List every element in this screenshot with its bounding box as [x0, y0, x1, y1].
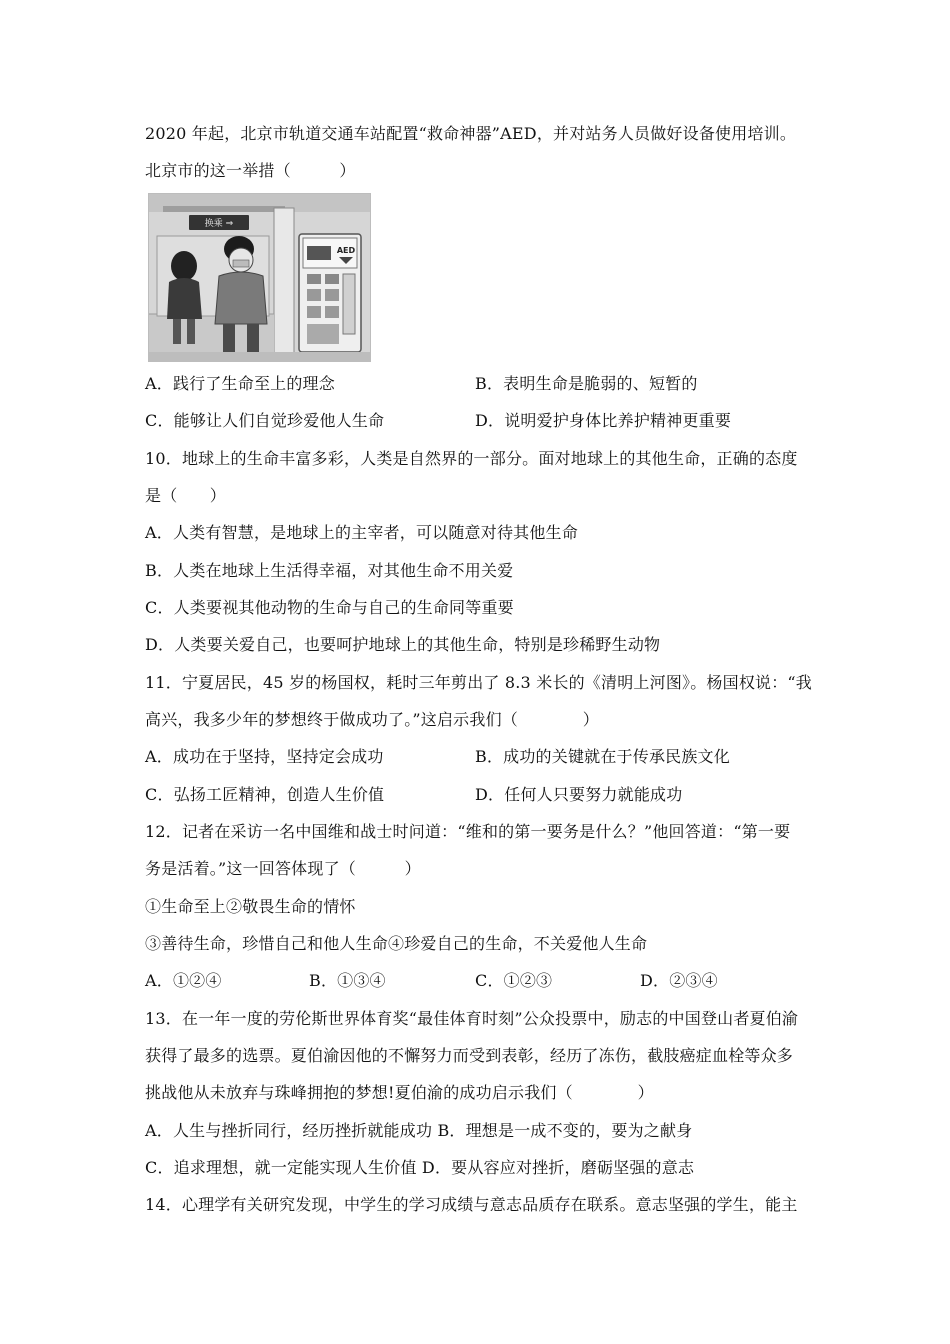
q9-option-c: C．能够让人们自觉珍爱他人生命	[145, 411, 385, 430]
q10-option-c: C．人类要视其他动物的生命与自己的生命同等重要	[145, 598, 514, 617]
q14-stem-line-1: 14．心理学有关研究发现，中学生的学习成绩与意志品质存在联系。意志坚强的学生，能主	[145, 1195, 798, 1214]
q11-stem-line-2: 高兴，我多少年的梦想终于做成功了。”这启示我们（ ）	[145, 710, 599, 729]
q10-option-a: A．人类有智慧，是地球上的主宰者，可以随意对待其他生命	[145, 523, 578, 542]
q13-stem-line-3: 挑战他从未放弃与珠峰拥抱的梦想!夏伯渝的成功启示我们（ ）	[145, 1083, 654, 1102]
q10-stem-line-2: 是（ ）	[145, 486, 227, 505]
q11-option-b: B．成功的关键就在于传承民族文化	[475, 747, 730, 766]
q12-items-line-1: ①生命至上②敬畏生命的情怀	[145, 897, 356, 916]
q10-stem-line-1: 10．地球上的生命丰富多彩，人类是自然界的一部分。面对地球上的其他生命，正确的态度	[145, 449, 798, 468]
q12-option-b: B．①③④	[309, 971, 386, 990]
q12-option-c: C．①②③	[475, 971, 553, 990]
q10-option-d: D．人类要关爱自己，也要呵护地球上的其他生命，特别是珍稀野生动物	[145, 635, 661, 654]
q9-stem-line-1: 2020 年起，北京市轨道交通车站配置“救命神器”AED，并对站务人员做好设备使用培训。	[145, 124, 797, 143]
q12-stem-line-1: 12．记者在采访一名中国维和战士时问道：“维和的第一要务是什么？”他回答道：“第一要	[145, 822, 791, 841]
q9-stem-line-2: 北京市的这一举措（ ）	[145, 161, 356, 180]
aed-label: AED	[336, 246, 356, 255]
q13-options-line-2: C．追求理想，就一定能实现人生价值 D．要从容应对挫折，磨砺坚强的意志	[145, 1158, 695, 1177]
q9-option-d: D．说明爱护身体比养护精神更重要	[475, 411, 732, 430]
q9-option-b: B．表明生命是脆弱的、短暂的	[475, 374, 698, 393]
transfer-sign-text: 换乘 ⇒	[204, 219, 234, 229]
q13-options-line-1: A．人生与挫折同行，经历挫折就能成功 B．理想是一成不变的，要为之献身	[145, 1121, 693, 1140]
q10-option-b: B．人类在地球上生活得幸福，对其他生命不用关爱	[145, 561, 514, 580]
q12-items-line-2: ③善待生命，珍惜自己和他人生命④珍爱自己的生命，不关爱他人生命	[145, 934, 648, 953]
q13-stem-line-2: 获得了最多的选票。夏伯渝因他的不懈努力而受到表彰，经历了冻伤，截肢癌症血栓等众多	[145, 1046, 794, 1065]
q11-option-c: C．弘扬工匠精神，创造人生价值	[145, 785, 385, 804]
q9-option-a: A．践行了生命至上的理念	[145, 374, 335, 393]
q12-stem-line-2: 务是活着。”这一回答体现了（ ）	[145, 859, 421, 878]
q11-stem-line-1: 11．宁夏居民，45 岁的杨国权，耗时三年剪出了 8.3 米长的《清明上河图》。杨国权说：“我	[145, 673, 813, 692]
aed-station-illustration	[148, 193, 371, 362]
q11-option-a: A．成功在于坚持，坚持定会成功	[145, 747, 384, 766]
q13-stem-line-1: 13．在一年一度的劳伦斯世界体育奖“最佳体育时刻”公众投票中，励志的中国登山者夏伯渝	[145, 1009, 799, 1028]
q12-option-a: A．①②④	[145, 971, 222, 990]
q12-option-d: D．②③④	[640, 971, 718, 990]
q11-option-d: D．任何人只要努力就能成功	[475, 785, 683, 804]
